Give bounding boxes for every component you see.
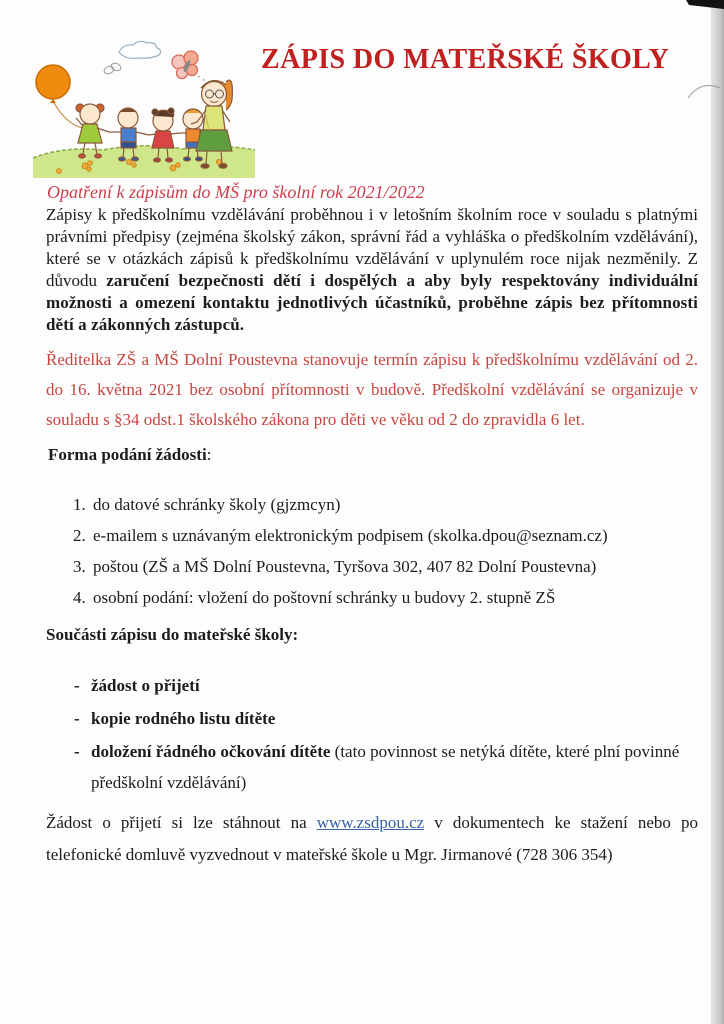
footer-text-post: v dokumentech ke stažení nebo po telefonické domluvě vyzvednout v mateřské škole u Mgr. Jirmanové (728 306 354) (46, 813, 698, 864)
list-item (46, 551, 698, 582)
form-section-heading: Forma podání žádosti: (48, 445, 212, 464)
submission-options-list (46, 489, 698, 613)
scan-corner-mark (686, 0, 724, 9)
intro-paragraph (46, 204, 698, 336)
list-item-number: 1. (73, 495, 86, 514)
list-item (46, 736, 698, 798)
parts-section-heading: Součásti zápisu do mateřské školy: (46, 625, 299, 644)
dash-marker: - (74, 676, 80, 695)
list-item-text: osobní podání: vložení do poštovní schránky u budovy 2. stupně ZŠ (93, 588, 556, 607)
scan-edge-shadow (711, 0, 724, 1024)
list-item-text: doložení řádného očkování dítěte (tato povinnost se netýká dítěte, které plní povinné předškolní vzdělávání) (91, 742, 680, 792)
term-paragraph: Ředitelka ZŠ a MŠ Dolní Poustevna stanovuje termín zápisu k předškolnímu vzdělávání od 2. do 16. května 2021 bez osobní přítomnosti v budově. Předškolní vzdělávání se organizuje v souladu s §34 odst.1 školského zákona pro děti ve věku od 2 do zpravidla 6 let. (46, 350, 698, 429)
download-info-paragraph (46, 807, 698, 871)
required-documents-list (46, 670, 698, 798)
list-item-text: do datové schránky školy (gjzmcyn) (93, 495, 341, 514)
document-body (46, 181, 698, 871)
children-teacher-illustration (33, 38, 255, 178)
dash-marker: - (74, 709, 80, 728)
list-item (46, 520, 698, 551)
dash-marker: - (74, 742, 80, 761)
cloud-icon (119, 41, 161, 58)
pen-mark-artifact (687, 76, 723, 104)
list-item-number: 4. (73, 588, 86, 607)
measures-subtitle: Opatření k zápisům do MŠ pro školní rok 2021/2022 (47, 182, 425, 202)
list-item (46, 670, 698, 701)
school-website-link[interactable]: www.zsdpou.cz (316, 813, 425, 832)
list-item-text: e-mailem s uznávaným elektronickým podpisem (skolka.dpou@seznam.cz) (93, 526, 608, 545)
intro-paragraph-normal: Zápisy k předškolnímu vzdělávání proběhnou i v letošním školním roce v souladu s platnými právními předpisy (zejména školský zákon, správní řád a vyhláška o předškolním vzdělávání), které se v otázkách zápisů k předškolnímu vzdělávání v uplynulém roce nijak nezměnily. Z důvodu (46, 205, 698, 290)
list-item (46, 582, 698, 613)
page-title: ZÁPIS DO MATEŘSKÉ ŠKOLY (261, 44, 670, 75)
list-item-number: 2. (73, 526, 86, 545)
list-item-text: poštou (ZŠ a MŠ Dolní Poustevna, Tyršova 302, 407 82 Dolní Poustevna) (93, 557, 597, 576)
butterfly-icon (103, 62, 122, 75)
list-item-number: 3. (73, 557, 86, 576)
list-item (46, 703, 698, 734)
footer-text-pre: Žádost o přijetí si lze stáhnout na (46, 813, 317, 832)
list-item-text: kopie rodného listu dítěte (91, 709, 276, 728)
list-item (46, 489, 698, 520)
list-item-text: žádost o přijetí (91, 676, 200, 695)
intro-paragraph-bold: zaručení bezpečnosti dětí i dospělých a aby byly respektovány individuální možnosti a omezení kontaktu jednotlivých účastníků, proběhne zápis bez přítomnosti dětí a zákonných zástupců. (46, 271, 698, 334)
